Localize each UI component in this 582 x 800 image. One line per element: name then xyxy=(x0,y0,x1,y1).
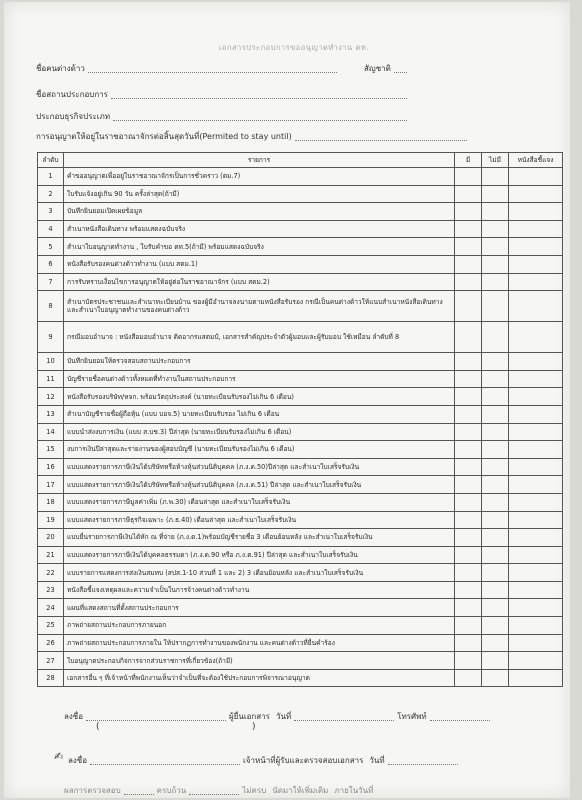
not-have-checkbox[interactable] xyxy=(482,599,509,617)
table-row xyxy=(38,168,563,186)
not-have-checkbox[interactable] xyxy=(482,652,509,670)
explanation-checkbox[interactable] xyxy=(509,581,563,599)
submitter-sign-label: ลงชื่อ xyxy=(64,712,84,721)
row-item-text: กรณีมอบอำนาจ : หนังสือมอบอำนาจ ติดอากรแสตมป์, เอกสารสำคัญประจำตัวผู้มอบและผู้รับมอบ ใช้เหมือน ลำดับที่ 8 xyxy=(64,322,455,353)
have-checkbox[interactable] xyxy=(455,546,482,564)
officer-date-field[interactable] xyxy=(388,756,458,765)
not-have-checkbox[interactable] xyxy=(482,405,509,423)
table-row xyxy=(38,238,563,256)
explanation-checkbox[interactable] xyxy=(509,511,563,529)
row-item-text: แบบแสดงรายการภาษีมูลค่าเพิ่ม (ภ.พ.30) เดือนล่าสุด และสำเนาใบเสร็จรับเงิน xyxy=(64,493,455,511)
not-have-checkbox[interactable] xyxy=(482,220,509,238)
not-have-checkbox[interactable] xyxy=(482,423,509,441)
name-paren-open: ( xyxy=(96,722,100,732)
have-checkbox[interactable] xyxy=(455,476,482,494)
document-sheet xyxy=(4,2,570,798)
explanation-checkbox[interactable] xyxy=(509,388,563,406)
explanation-checkbox[interactable] xyxy=(509,441,563,459)
row-number: 27 xyxy=(38,652,64,670)
row-number: 13 xyxy=(38,405,64,423)
have-checkbox[interactable] xyxy=(455,203,482,221)
not-have-checkbox[interactable] xyxy=(482,441,509,459)
not-have-checkbox[interactable] xyxy=(482,476,509,494)
not-have-checkbox[interactable] xyxy=(482,203,509,221)
not-have-checkbox[interactable] xyxy=(482,581,509,599)
not-have-checkbox[interactable] xyxy=(482,273,509,291)
table-row xyxy=(38,476,563,494)
not-have-checkbox[interactable] xyxy=(482,669,509,687)
row-number: 17 xyxy=(38,476,64,494)
phone-label: โทรศัพท์ xyxy=(397,712,427,721)
row-number: 2 xyxy=(38,185,64,203)
have-checkbox[interactable] xyxy=(455,322,482,353)
result-incomplete-label: ไม่ครบ xyxy=(242,786,267,795)
have-checkbox[interactable] xyxy=(455,441,482,459)
not-have-checkbox[interactable] xyxy=(482,168,509,186)
name-paren-close: ) xyxy=(252,722,256,732)
not-have-checkbox[interactable] xyxy=(482,511,509,529)
establishment-field[interactable] xyxy=(111,90,407,99)
submit-date-field[interactable] xyxy=(294,712,394,721)
table-row xyxy=(38,546,563,564)
table-row xyxy=(38,669,563,687)
have-checkbox[interactable] xyxy=(455,652,482,670)
row-item-text: สำเนาบัญชีรายชื่อผู้ถือหุ้น (แบบ บอจ.5) นายทะเบียนรับรอง ไม่เกิน 6 เดือน xyxy=(64,405,455,423)
table-row xyxy=(38,617,563,635)
row-number: 11 xyxy=(38,370,64,388)
row-item-text: ภาพถ่ายสถานประกอบการภายใน ให้ปรากฏการทำงานของพนักงาน และคนต่างด้าวที่ยื่นคำร้อง xyxy=(64,634,455,652)
result-complete-label: ครบถ้วน xyxy=(156,786,187,795)
row-item-text: เอกสารอื่น ๆ ที่เจ้าหน้าที่พนักงานเห็นว่าจำเป็นที่จะต้องใช้ประกอบการพิจารณาอนุญาต xyxy=(64,669,455,687)
row-number: 3 xyxy=(38,203,64,221)
row-number: 28 xyxy=(38,669,64,687)
not-have-checkbox[interactable] xyxy=(482,370,509,388)
row-number: 19 xyxy=(38,511,64,529)
have-checkbox[interactable] xyxy=(455,564,482,582)
have-checkbox[interactable] xyxy=(455,220,482,238)
row-number: 21 xyxy=(38,546,64,564)
explanation-checkbox[interactable] xyxy=(509,529,563,547)
have-checkbox[interactable] xyxy=(455,185,482,203)
not-have-checkbox[interactable] xyxy=(482,458,509,476)
table-row xyxy=(38,564,563,582)
officer-date-label: วันที่ xyxy=(369,756,385,765)
row-number: 14 xyxy=(38,423,64,441)
have-checkbox[interactable] xyxy=(455,291,482,322)
have-checkbox[interactable] xyxy=(455,353,482,371)
explanation-checkbox[interactable] xyxy=(509,599,563,617)
not-have-checkbox[interactable] xyxy=(482,564,509,582)
explanation-checkbox[interactable] xyxy=(509,669,563,687)
form-title: เอกสารประกอบการขออนุญาตทำงาน ตท. xyxy=(218,43,370,52)
nationality-field[interactable] xyxy=(394,64,407,73)
row-number: 24 xyxy=(38,599,64,617)
table-row xyxy=(38,634,563,652)
row-item-text: หนังสือชี้แจงเหตุผลและความจำเป็นในการจ้างคนต่างด้าวทำงาน xyxy=(64,581,455,599)
nationality-label: สัญชาติ xyxy=(364,64,391,73)
explanation-checkbox[interactable] xyxy=(509,203,563,221)
explanation-checkbox[interactable] xyxy=(509,168,563,186)
officer-label: เจ้าหน้าที่ผู้รับและตรวจสอบเอกสาร xyxy=(243,756,364,765)
table-row xyxy=(38,273,563,291)
not-have-checkbox[interactable] xyxy=(482,238,509,256)
row-number: 10 xyxy=(38,353,64,371)
row-number: 6 xyxy=(38,255,64,273)
have-checkbox[interactable] xyxy=(455,529,482,547)
phone-field[interactable] xyxy=(430,712,490,721)
have-checkbox[interactable] xyxy=(455,669,482,687)
col-header-not-have: ไม่มี xyxy=(482,153,509,168)
establishment-line xyxy=(36,88,410,101)
row-number: 9 xyxy=(38,322,64,353)
row-item-text: ใบรับแจ้งอยู่เกิน 90 วัน ครั้งล่าสุด(ถ้ามี) xyxy=(64,185,455,203)
row-number: 16 xyxy=(38,458,64,476)
row-item-text: หนังสือรับรองคนต่างด้าวทำงาน (แบบ สตม.1) xyxy=(64,255,455,273)
have-checkbox[interactable] xyxy=(455,238,482,256)
row-item-text: แบบแสดงรายการภาษีเงินได้บุคคลธรรมดา (ภ.ง.ด.90 หรือ ภ.ง.ด.91) ปีล่าสุด และสำเนาใบเสร็จรับเงิน xyxy=(64,546,455,564)
row-number: 20 xyxy=(38,529,64,547)
result-appointment-label: นัดมาให้เพิ่มเติม xyxy=(272,786,329,795)
explanation-checkbox[interactable] xyxy=(509,405,563,423)
explanation-checkbox[interactable] xyxy=(509,370,563,388)
table-row xyxy=(38,511,563,529)
row-number: 8 xyxy=(38,291,64,322)
business-type-field[interactable] xyxy=(113,112,407,121)
row-item-text: สำเนาบัตรประชาชนและสำเนาทะเบียนบ้าน ของผู้มีอำนาจลงนามตามหนังสือรับรอง กรณีเป็นคนต่างด้าวให้แนบสำเนาหนังสือเดินทางและสำเนาใบอนุญาตทำงานของคนต่างด้าว xyxy=(64,291,455,322)
not-have-checkbox[interactable] xyxy=(482,388,509,406)
result-label: ผลการตรวจสอบ xyxy=(64,786,121,795)
explanation-checkbox[interactable] xyxy=(509,546,563,564)
not-have-checkbox[interactable] xyxy=(482,255,509,273)
have-checkbox[interactable] xyxy=(455,273,482,291)
stay-until-field[interactable] xyxy=(295,132,467,141)
row-item-text: แบบนำส่งงบการเงิน (แบบ ส.บช.3) ปีล่าสุด (นายทะเบียนรับรองไม่เกิน 6 เดือน) xyxy=(64,423,455,441)
alien-name-label: ชื่อคนต่างด้าว xyxy=(36,64,85,73)
not-have-checkbox[interactable] xyxy=(482,634,509,652)
result-deadline-label: ภายในวันที่ xyxy=(334,786,374,795)
result-incomplete-box[interactable] xyxy=(189,786,239,795)
business-type-line xyxy=(36,110,410,123)
table-row xyxy=(38,388,563,406)
business-type-label: ประกอบธุรกิจประเภท xyxy=(36,112,111,121)
table-row xyxy=(38,405,563,423)
not-have-checkbox[interactable] xyxy=(482,185,509,203)
have-checkbox[interactable] xyxy=(455,405,482,423)
explanation-checkbox[interactable] xyxy=(509,458,563,476)
row-item-text: สำเนาหนังสือเดินทาง พร้อมแสดงฉบับจริง xyxy=(64,220,455,238)
table-row xyxy=(38,370,563,388)
row-item-text: แบบยื่นรายการภาษีเงินได้หัก ณ ที่จ่าย (ภ.ง.ด.1)พร้อมบัญชีรายชื่อ 3 เดือนย้อนหลัง และสำเนาใบเสร็จรับเงิน xyxy=(64,529,455,547)
table-row xyxy=(38,529,563,547)
not-have-checkbox[interactable] xyxy=(482,529,509,547)
row-item-text: คำขออนุญาตเพื่ออยู่ในราชอาณาจักรเป็นการชั่วคราว (ตม.7) xyxy=(64,168,455,186)
explanation-checkbox[interactable] xyxy=(509,617,563,635)
result-line xyxy=(64,784,373,797)
submit-date-label: วันที่ xyxy=(275,712,292,721)
explanation-checkbox[interactable] xyxy=(509,423,563,441)
row-item-text: การรับทราบเงื่อนไขการอนุญาตให้อยู่ต่อในราชอาณาจักร (แบบ สตม.2) xyxy=(64,273,455,291)
row-item-text: สำเนาใบอนุญาตทำงาน , ใบรับคำขอ ตท.5(ถ้ามี) พร้อมแสดงฉบับจริง xyxy=(64,238,455,256)
row-number: 18 xyxy=(38,493,64,511)
table-row xyxy=(38,185,563,203)
table-row xyxy=(38,458,563,476)
row-number: 25 xyxy=(38,617,64,635)
explanation-checkbox[interactable] xyxy=(509,476,563,494)
have-checkbox[interactable] xyxy=(455,617,482,635)
row-number: 26 xyxy=(38,634,64,652)
explanation-checkbox[interactable] xyxy=(509,322,563,353)
row-item-text: แบบรายการแสดงการส่งเงินสมทบ (สปส.1-10 ส่วนที่ 1 และ 2) 3 เดือนย้อนหลัง และสำเนาใบเสร็จรับเงิน xyxy=(64,564,455,582)
table-row xyxy=(38,291,563,322)
table-row xyxy=(38,220,563,238)
explanation-checkbox[interactable] xyxy=(509,273,563,291)
row-item-text: ภาพถ่ายสถานประกอบการภายนอก xyxy=(64,617,455,635)
not-have-checkbox[interactable] xyxy=(482,322,509,353)
table-row xyxy=(38,322,563,353)
row-number: 4 xyxy=(38,220,64,238)
explanation-checkbox[interactable] xyxy=(509,493,563,511)
explanation-checkbox[interactable] xyxy=(509,255,563,273)
have-checkbox[interactable] xyxy=(455,493,482,511)
explanation-checkbox[interactable] xyxy=(509,238,563,256)
have-checkbox[interactable] xyxy=(455,511,482,529)
row-item-text: ใบอนุญาตประกอบกิจการจากส่วนราชการที่เกี่ยวข้อง(ถ้ามี) xyxy=(64,652,455,670)
officer-sign-line xyxy=(68,754,461,767)
checkmark-icon: ✍ xyxy=(54,750,64,763)
table-row xyxy=(38,203,563,221)
explanation-checkbox[interactable] xyxy=(509,353,563,371)
explanation-checkbox[interactable] xyxy=(509,652,563,670)
explanation-checkbox[interactable] xyxy=(509,291,563,322)
row-number: 1 xyxy=(38,168,64,186)
submitter-sign-line xyxy=(64,710,493,723)
have-checkbox[interactable] xyxy=(455,599,482,617)
have-checkbox[interactable] xyxy=(455,168,482,186)
officer-sign-label: ลงชื่อ xyxy=(68,756,88,765)
have-checkbox[interactable] xyxy=(455,423,482,441)
alien-name-line xyxy=(36,62,340,75)
row-item-text: แบบแสดงรายการภาษีเงินได้บริษัทหรือห้างหุ้นส่วนนิติบุคคล (ภ.ง.ด.51) ปีล่าสุด และสำเนาใบเสร็จรับเงิน xyxy=(64,476,455,494)
table-row xyxy=(38,599,563,617)
explanation-checkbox[interactable] xyxy=(509,634,563,652)
row-item-text: บันทึกยินยอมให้ตรวจสอบสถานประกอบการ xyxy=(64,353,455,371)
row-number: 22 xyxy=(38,564,64,582)
row-number: 5 xyxy=(38,238,64,256)
table-row xyxy=(38,255,563,273)
table-row xyxy=(38,493,563,511)
have-checkbox[interactable] xyxy=(455,634,482,652)
col-header-item: รายการ xyxy=(64,153,455,168)
row-number: 7 xyxy=(38,273,64,291)
row-item-text: แผนที่แสดงสถานที่ตั้งสถานประกอบการ xyxy=(64,599,455,617)
table-row xyxy=(38,652,563,670)
submitter-sign-field[interactable] xyxy=(86,712,226,721)
row-item-text: บัญชีรายชื่อคนต่างด้าวทั้งหมดที่ทำงานในสถานประกอบการ xyxy=(64,370,455,388)
row-item-text: บันทึกยินยอมเปิดเผยข้อมูล xyxy=(64,203,455,221)
row-number: 12 xyxy=(38,388,64,406)
explanation-checkbox[interactable] xyxy=(509,185,563,203)
table-row xyxy=(38,441,563,459)
row-item-text: แบบแสดงรายการภาษีธุรกิจเฉพาะ (ภ.ธ.40) เดือนล่าสุด และสำเนาใบเสร็จรับเงิน xyxy=(64,511,455,529)
not-have-checkbox[interactable] xyxy=(482,493,509,511)
have-checkbox[interactable] xyxy=(455,581,482,599)
not-have-checkbox[interactable] xyxy=(482,291,509,322)
col-header-no: ลำดับ xyxy=(38,153,64,168)
row-item-text: งบการเงินปีล่าสุดและรายงานของผู้สอบบัญชี (นายทะเบียนรับรองไม่เกิน 6 เดือน) xyxy=(64,441,455,459)
table-row xyxy=(38,581,563,599)
explanation-checkbox[interactable] xyxy=(509,220,563,238)
table-row xyxy=(38,423,563,441)
row-number: 15 xyxy=(38,441,64,459)
have-checkbox[interactable] xyxy=(455,370,482,388)
not-have-checkbox[interactable] xyxy=(482,353,509,371)
document-checklist-table xyxy=(37,152,563,687)
have-checkbox[interactable] xyxy=(455,255,482,273)
stay-until-line xyxy=(36,130,470,143)
row-number: 23 xyxy=(38,581,64,599)
explanation-checkbox[interactable] xyxy=(509,564,563,582)
result-complete-box[interactable] xyxy=(124,786,154,795)
have-checkbox[interactable] xyxy=(455,388,482,406)
nationality-line xyxy=(364,62,410,75)
table-row xyxy=(38,353,563,371)
alien-name-field[interactable] xyxy=(88,64,337,73)
row-item-text: หนังสือรับรองบริษัท/หจก. พร้อมวัตถุประสงค์ (นายทะเบียนรับรองไม่เกิน 6 เดือน) xyxy=(64,388,455,406)
officer-sign-field[interactable] xyxy=(90,756,240,765)
not-have-checkbox[interactable] xyxy=(482,546,509,564)
submitter-label: ผู้ยื่นเอกสาร xyxy=(229,712,270,721)
table-header-row xyxy=(38,153,563,168)
row-item-text: แบบแสดงรายการภาษีเงินได้บริษัทหรือห้างหุ้นส่วนนิติบุคคล (ภ.ง.ด.50)ปีล่าสุด และสำเนาใบเสร็จรับเงิน xyxy=(64,458,455,476)
establishment-label: ชื่อสถานประกอบการ xyxy=(36,90,108,99)
not-have-checkbox[interactable] xyxy=(482,617,509,635)
stay-until-label: การอนุญาตให้อยู่ในราชอาณาจักรต่อสิ้นสุดวันที่(Permited to stay until) xyxy=(36,132,292,141)
have-checkbox[interactable] xyxy=(455,458,482,476)
col-header-explanation: หนังสือชี้แจง xyxy=(509,153,563,168)
col-header-have: มี xyxy=(455,153,482,168)
